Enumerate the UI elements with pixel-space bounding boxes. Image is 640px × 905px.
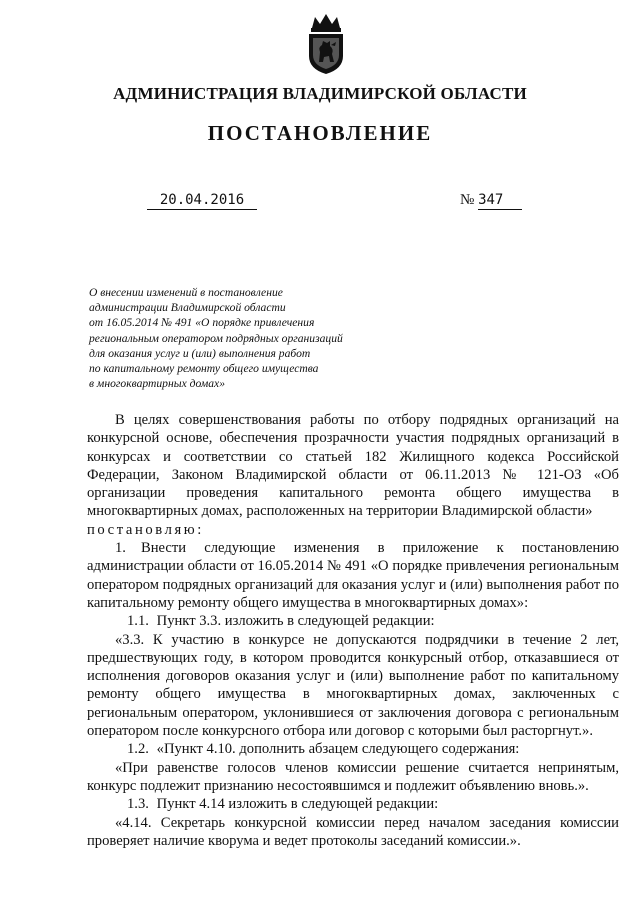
document-type-title: ПОСТАНОВЛЕНИЕ (207, 121, 433, 145)
item-text: Пункт 3.3. изложить в следующей редакции: (156, 613, 435, 630)
subject-line: региональным оператором подрядных организаций (89, 331, 343, 345)
item-1-paragraph (87, 539, 619, 612)
item-number: 1.2. (127, 741, 149, 758)
item-number: 1.3. (127, 796, 149, 813)
subject-line: администрации Владимирской области (89, 301, 286, 315)
document-body (87, 411, 619, 850)
document-date: 20.04.2016 (147, 192, 257, 210)
preamble-paragraph: В целях совершенствования работы по отбору подрядных организаций на конкурсной основе, обеспечения прозрачности участия подрядных организаций в конкурсах и соответствии со статьей 182 Жилищного кодекса Российской Федерации, Законом Владимирской области от 06.11.2013 № 121-ОЗ «Об организации проведения капитального ремонта общего имущества в многоквартирных домах, расположенных на территории Владимирской области» (87, 412, 619, 520)
item-text: Пункт 4.14 изложить в следующей редакции: (156, 796, 439, 813)
subject-line: для оказания услуг и (или) выполнения работ (89, 346, 311, 360)
item-number: 1.1. (127, 613, 149, 630)
item-text: Внести следующие изменения в приложение к постановлению администрации области от 16.05.2014 № 491 «О порядке привлечения региональным оператором подрядных организаций для оказания услуг и (или) выполнения работ по капитальному ремонту общего имущества в многоквартирных домах»: (87, 540, 620, 611)
item-text: «Пункт 4.10. дополнить абзацем следующего содержания: (156, 741, 520, 758)
item-1-1-paragraph (87, 612, 619, 630)
number-value: 347 (478, 192, 522, 210)
subject-line: О внесении изменений в постановление (89, 286, 283, 299)
quote-4-14-paragraph: «4.14. Секретарь конкурсной комиссии перед началом заседания комиссии проверяет наличие кворума и ведет протоколы заседаний комиссии.». (87, 814, 619, 849)
item-1-3-paragraph (87, 795, 619, 813)
quote-4-10-paragraph: «При равенстве голосов членов комиссии решение считается непринятым, конкурс подлежит признанию несостоявшимся и подлежит объявлению вновь.». (87, 759, 619, 794)
resolve-word: постановляю: (87, 521, 204, 538)
subject-line: от 16.05.2014 № 491 «О порядке привлечения (89, 316, 315, 330)
quote-3-3-paragraph: «3.3. К участию в конкурсе не допускаются подрядчики в течение 2 лет, предшествующих году, в котором проводится конкурсный отбор, отказавшиеся от исполнения договоров оказания услуг и (или) выполнение работ по капитальному ремонту общего имущества в многоквартирных домах, заключенных с региональным оператором, уклонившиеся от заключения договора с региональным оператором после конкурсного отбора или договор с которыми был расторгнут.». (87, 631, 619, 740)
organization-title: АДМИНИСТРАЦИЯ ВЛАДИМИРСКОЙ ОБЛАСТИ (113, 84, 527, 103)
item-1-2-paragraph (87, 740, 619, 758)
subject-line: в многоквартирных домах» (89, 377, 225, 391)
document-subject (89, 285, 389, 391)
document-number (460, 192, 522, 210)
number-sign: № (460, 192, 475, 208)
subject-line: по капитальному ремонту общего имущества (89, 362, 319, 376)
coat-of-arms-emblem-icon (303, 12, 349, 76)
item-number: 1. (115, 540, 126, 557)
